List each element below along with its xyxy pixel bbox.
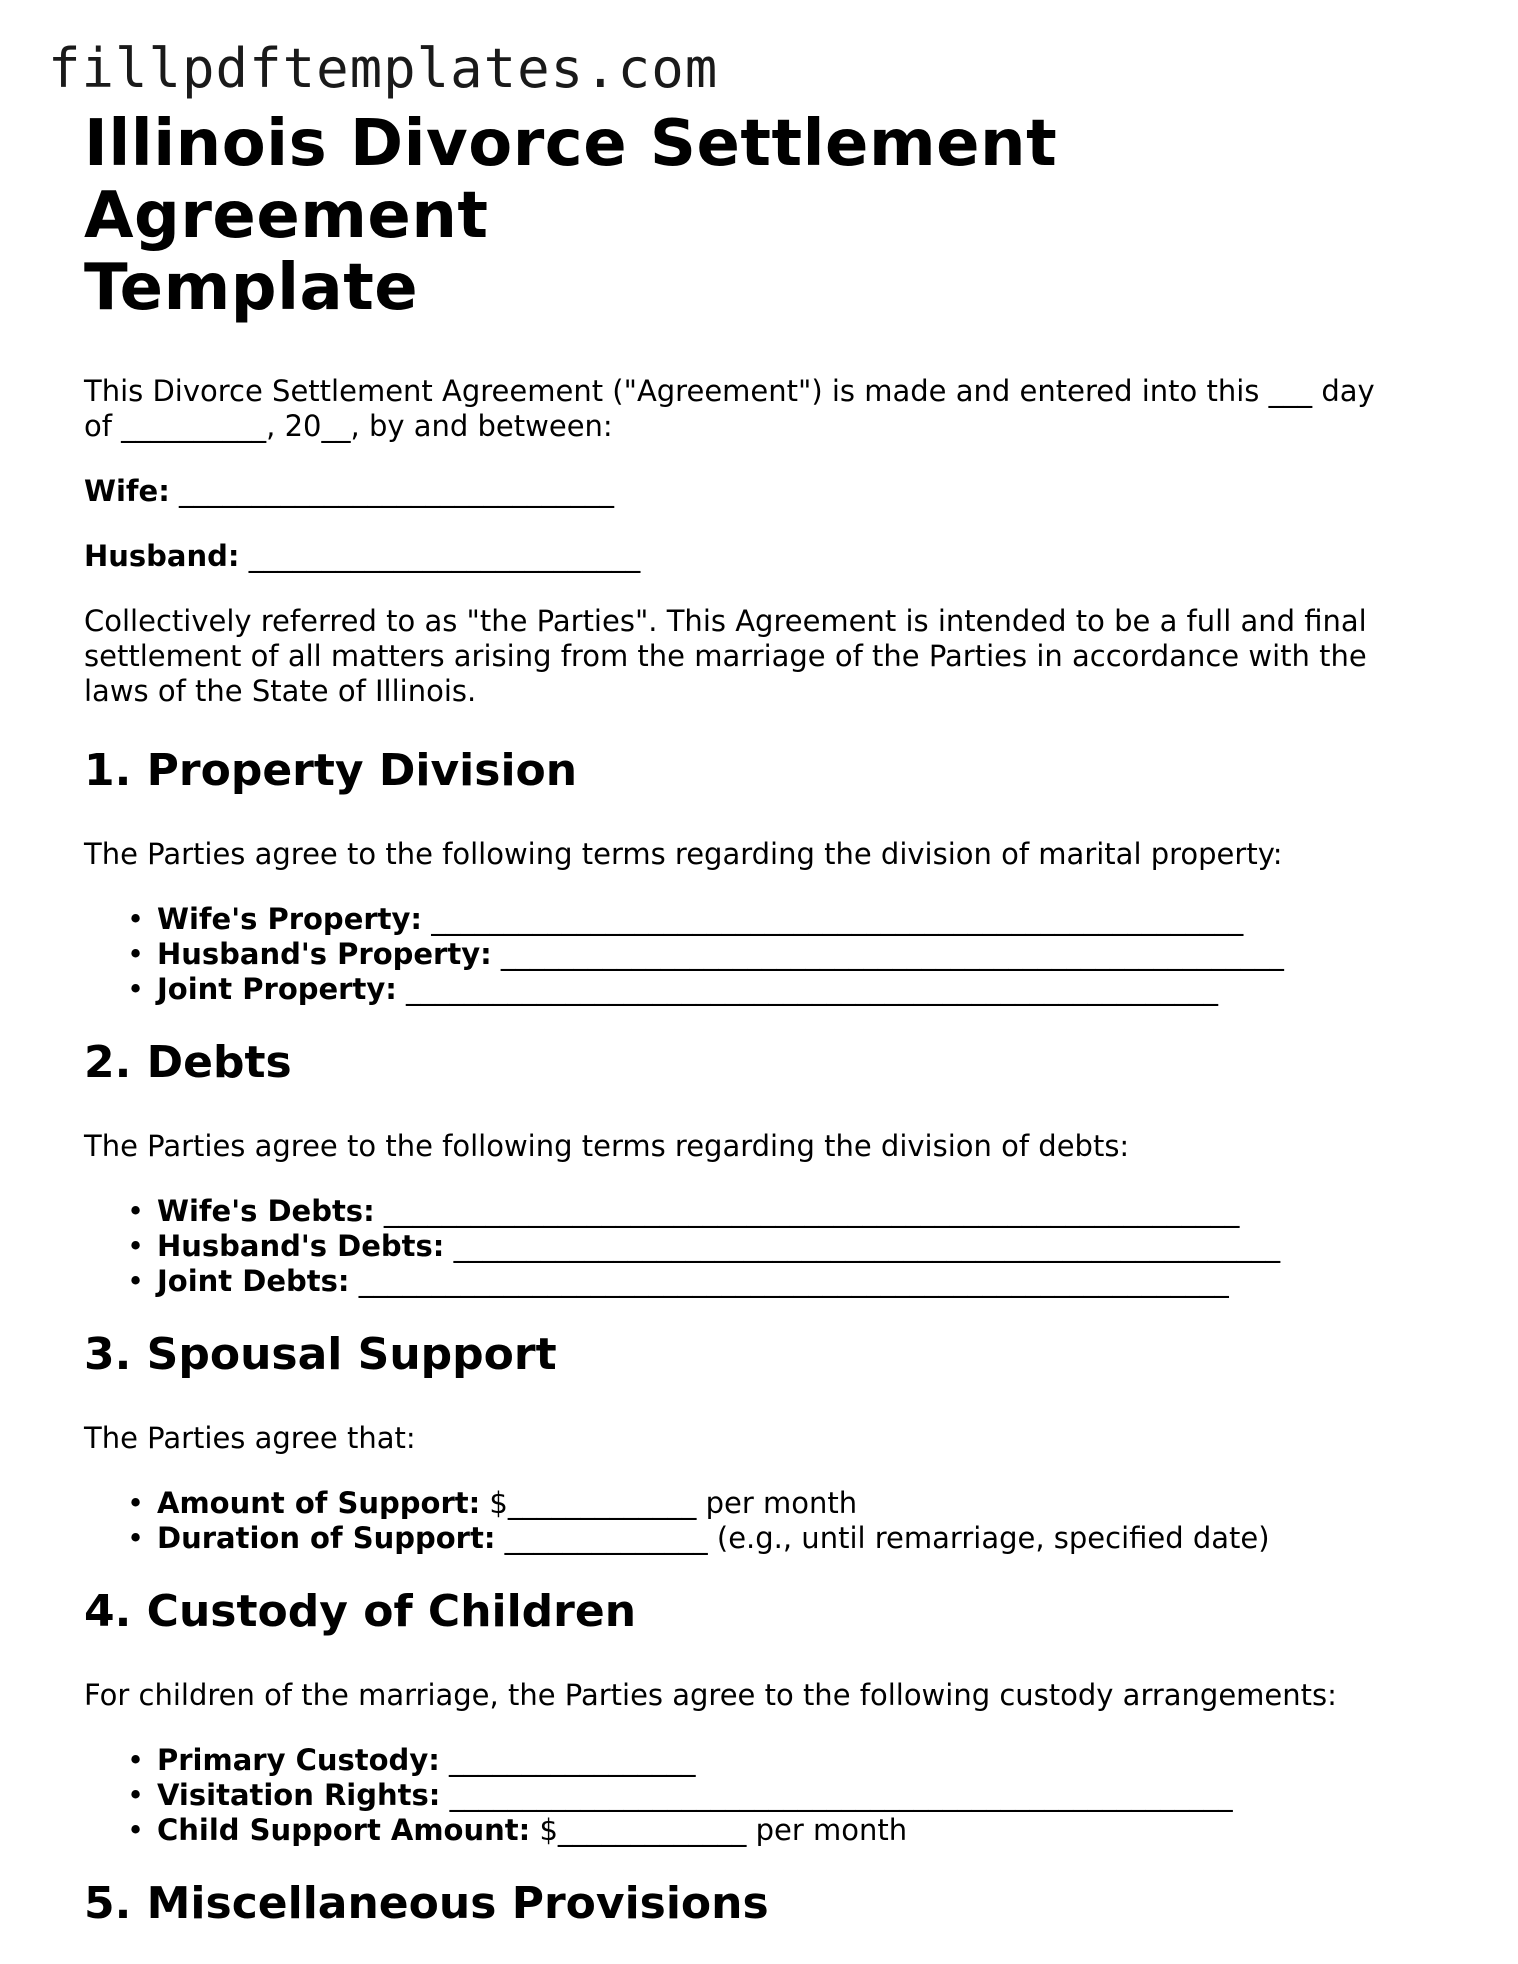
section-intro-property-division: The Parties agree to the following terms regarding the division of marital property: (84, 837, 1283, 871)
document-body (84, 108, 1414, 1930)
child-support-amount-blank[interactable]: $_____________ per month (530, 1813, 908, 1847)
joint-property-blank[interactable]: ________________________________________________________ (396, 972, 1219, 1006)
bullet-icon: • (127, 1521, 145, 1555)
item-label: Child Support Amount: (157, 1813, 531, 1847)
item-label: Joint Property: (157, 972, 397, 1006)
wife-blank[interactable]: ______________________________ (169, 474, 615, 508)
item-label: Husband's Property: (157, 937, 492, 971)
section-heading-miscellaneous-provisions: 5. Miscellaneous Provisions (84, 1878, 769, 1929)
item-label: Duration of Support: (157, 1521, 496, 1555)
bullet-icon: • (127, 1194, 145, 1228)
bullet-icon: • (127, 972, 145, 1006)
list-item-husband-property (127, 937, 1414, 972)
bullet-icon: • (127, 1264, 145, 1298)
list-item-wife-property (127, 902, 1414, 937)
item-label: Primary Custody: (157, 1743, 440, 1777)
primary-custody-blank[interactable]: _________________ (439, 1743, 696, 1777)
intro-line-1: This Divorce Settlement Agreement ("Agreement") is made and entered into this ___ day (84, 374, 1375, 408)
bullet-icon: • (127, 1813, 145, 1847)
collective-line-3: laws of the State of Illinois. (84, 674, 477, 708)
item-label: Visitation Rights: (157, 1778, 441, 1812)
list-item-joint-property (127, 972, 1414, 1007)
collective-line-2: settlement of all matters arising from the marriage of the Parties in accordance with the (84, 639, 1367, 673)
bullet-icon: • (127, 937, 145, 971)
item-label: Amount of Support: (157, 1486, 481, 1520)
item-label: Joint Debts: (157, 1264, 350, 1298)
wife-line (84, 474, 1414, 509)
collective-paragraph (84, 604, 1414, 709)
wife-debts-blank[interactable]: ___________________________________________________________ (374, 1194, 1240, 1228)
list-item-amount-of-support (127, 1486, 1414, 1521)
bullet-icon: • (127, 902, 145, 936)
bullet-icon: • (127, 1743, 145, 1777)
husband-debts-blank[interactable]: _________________________________________________________ (444, 1229, 1281, 1263)
intro-paragraph (84, 374, 1414, 444)
duration-of-support-blank[interactable]: ______________ (e.g., until remarriage, specified date) (495, 1521, 1270, 1555)
bullet-icon: • (127, 1229, 145, 1263)
list-item-husband-debts (127, 1229, 1414, 1264)
list-item-child-support-amount (127, 1813, 1414, 1848)
wife-property-blank[interactable]: ________________________________________________________ (422, 902, 1244, 936)
list-item-wife-debts (127, 1194, 1414, 1229)
section-intro-spousal-support: The Parties agree that: (84, 1421, 416, 1455)
section-intro-custody-of-children: For children of the marriage, the Parties agree to the following custody arrangements: (84, 1678, 1337, 1712)
joint-debts-blank[interactable]: ____________________________________________________________ (349, 1264, 1229, 1298)
item-label: Wife's Debts: (157, 1194, 375, 1228)
visitation-rights-blank[interactable]: ______________________________________________________ (440, 1778, 1233, 1812)
item-label: Wife's Property: (157, 902, 423, 936)
debts-list (84, 1194, 1414, 1299)
list-item-duration-of-support (127, 1521, 1414, 1556)
section-heading-property-division: 1. Property Division (84, 745, 578, 796)
section-heading-custody-of-children: 4. Custody of Children (84, 1586, 637, 1637)
section-heading-debts: 2. Debts (84, 1037, 292, 1088)
item-label: Husband's Debts: (157, 1229, 445, 1263)
husband-label: Husband: (84, 539, 240, 573)
title-line-1: Illinois Divorce Settlement Agreement (84, 107, 1058, 253)
section-heading-spousal-support: 3. Spousal Support (84, 1329, 557, 1380)
watermark-logo: fillpdftemplates.com (48, 37, 719, 100)
list-item-joint-debts (127, 1264, 1414, 1299)
title-line-2: Template (84, 251, 419, 325)
amount-of-support-blank[interactable]: $_____________ per month (480, 1486, 858, 1520)
husband-blank[interactable]: ___________________________ (239, 539, 641, 573)
spousal-support-list (84, 1486, 1414, 1556)
bullet-icon: • (127, 1778, 145, 1812)
husband-line (84, 539, 1414, 574)
document-title (84, 108, 1414, 324)
section-intro-debts: The Parties agree to the following terms regarding the division of debts: (84, 1129, 1130, 1163)
intro-line-2: of __________, 20__, by and between: (84, 409, 613, 443)
custody-list (84, 1743, 1414, 1848)
collective-line-1: Collectively referred to as "the Parties". This Agreement is intended to be a full and final (84, 604, 1367, 638)
wife-label: Wife: (84, 474, 170, 508)
bullet-icon: • (127, 1486, 145, 1520)
list-item-primary-custody (127, 1743, 1414, 1778)
property-list (84, 902, 1414, 1007)
list-item-visitation-rights (127, 1778, 1414, 1813)
husband-property-blank[interactable]: ______________________________________________________ (491, 937, 1284, 971)
